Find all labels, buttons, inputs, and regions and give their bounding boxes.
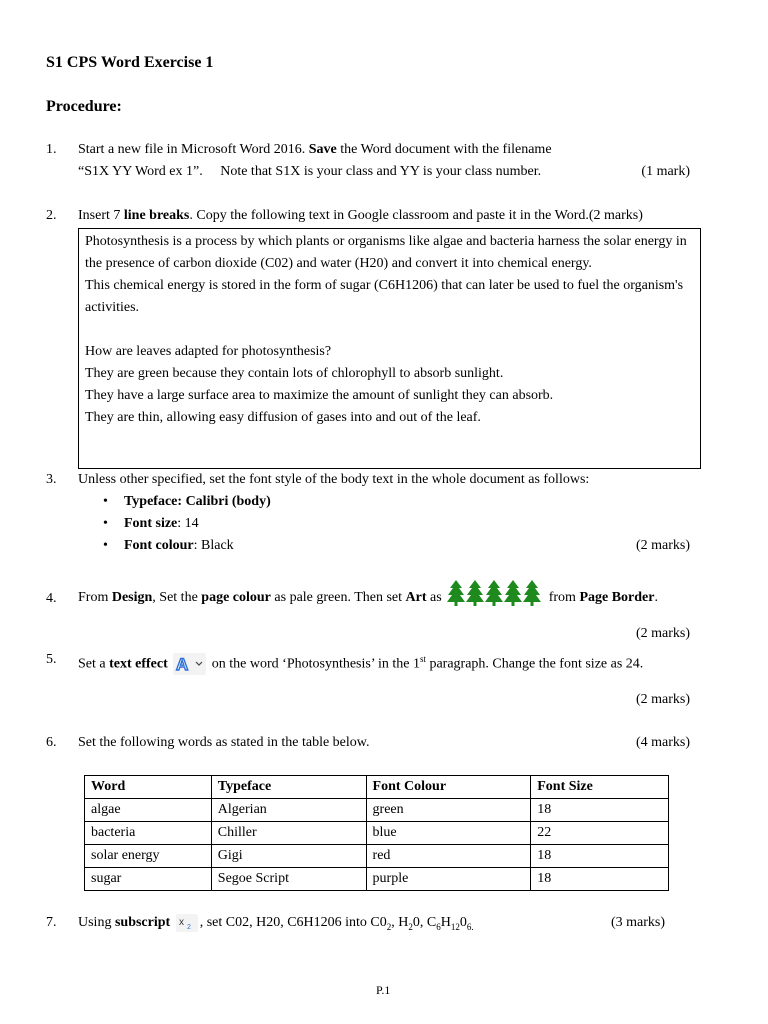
q5-c: on the word ‘Photosynthesis’ in the 1 bbox=[211, 656, 420, 672]
bullet: • bbox=[103, 516, 108, 531]
q2-text-bold: line breaks bbox=[123, 208, 190, 223]
q2-number: 2. bbox=[46, 208, 57, 223]
q1-line1 bbox=[78, 142, 552, 158]
bullet: • bbox=[103, 494, 108, 509]
table-cell: Algerian bbox=[211, 799, 366, 822]
tree-icon bbox=[523, 580, 541, 606]
box-line: They are thin, allowing easy diffusion of gases into and out of the leaf. bbox=[85, 410, 481, 425]
q4-g: as bbox=[430, 590, 442, 605]
svg-text:x: x bbox=[178, 916, 184, 928]
q4-h: from bbox=[548, 590, 576, 605]
table-cell: 18 bbox=[531, 845, 669, 868]
tree-icon bbox=[504, 580, 522, 606]
table-header-cell: Font Size bbox=[531, 776, 669, 799]
typeface-colon: : bbox=[177, 494, 186, 509]
q7-sub: 2 bbox=[408, 921, 413, 932]
table-header-cell: Typeface bbox=[211, 776, 366, 799]
q3-bullet-font-size bbox=[124, 516, 199, 532]
table-cell: green bbox=[366, 799, 531, 822]
subscript-icon bbox=[176, 914, 198, 932]
q7-number: 7. bbox=[46, 915, 57, 930]
q7-sub: 6 bbox=[436, 921, 441, 932]
q5-d: paragraph. Change the font size as 24. bbox=[429, 656, 644, 672]
document-title: S1 CPS Word Exercise 1 bbox=[46, 54, 214, 71]
font-size-value: : 14 bbox=[177, 516, 199, 531]
q6-text: Set the following words as stated in the table below. bbox=[78, 735, 370, 750]
q1-number: 1. bbox=[46, 142, 57, 157]
box-line: Photosynthesis is a process by which plants or organisms like algae and bacteria harness the solar energy in the presence of carbon dioxide (C02) and water (H20) and convert it into chemical energy. bbox=[85, 234, 687, 271]
q5-number: 5. bbox=[46, 652, 57, 667]
table-cell: purple bbox=[366, 868, 531, 891]
box-line-empty bbox=[85, 319, 694, 341]
q3-marks: (2 marks) bbox=[635, 538, 690, 553]
table-cell: Chiller bbox=[211, 822, 366, 845]
q7-f: H bbox=[440, 915, 451, 930]
q2-text-b: . Copy the following text in Google classroom and paste it in the Word.(2 marks) bbox=[189, 208, 643, 223]
tree-icon bbox=[485, 580, 503, 606]
q4-e: as pale green. Then set bbox=[274, 590, 403, 605]
q5-marks: (2 marks) bbox=[635, 692, 690, 707]
table-row bbox=[85, 845, 669, 868]
q4-d: page colour bbox=[201, 590, 271, 605]
q3-bullet-font-colour bbox=[124, 538, 234, 554]
q3-bullet-typeface bbox=[124, 494, 271, 510]
q5-sup: st bbox=[419, 654, 426, 664]
q4-marks: (2 marks) bbox=[635, 626, 690, 641]
q7-d: , H bbox=[391, 915, 409, 930]
q4-i: Page Border bbox=[579, 590, 655, 605]
table-cell: blue bbox=[366, 822, 531, 845]
q7-e: 0, C bbox=[412, 915, 437, 930]
q5-text bbox=[78, 646, 643, 678]
q7-marks: (3 marks) bbox=[610, 915, 665, 930]
q6-number: 6. bbox=[46, 735, 57, 750]
typeface-value: Calibri (body) bbox=[185, 494, 271, 509]
table-row bbox=[85, 799, 669, 822]
table-cell: 18 bbox=[531, 868, 669, 891]
q7-g: 0 bbox=[459, 915, 467, 930]
q4-a: From bbox=[78, 590, 109, 605]
page-number: P.1 bbox=[376, 983, 391, 997]
tree-border-art-icon bbox=[447, 579, 543, 607]
q7-sub: 2 bbox=[386, 921, 392, 932]
q4-c: , Set the bbox=[152, 590, 198, 605]
table-cell: 18 bbox=[531, 799, 669, 822]
font-size-label: Font size bbox=[124, 516, 178, 531]
tree-icon bbox=[466, 580, 484, 606]
table-cell: algae bbox=[85, 799, 212, 822]
q7-b: subscript bbox=[114, 915, 171, 930]
q4-j: . bbox=[654, 590, 658, 605]
q7-a: Using bbox=[78, 915, 112, 930]
q3-text: Unless other specified, set the font style of the body text in the whole document as follows: bbox=[78, 472, 590, 487]
q2-text-a: Insert 7 bbox=[78, 208, 121, 223]
q6-marks: (4 marks) bbox=[635, 735, 690, 750]
table-header-cell: Font Colour bbox=[366, 776, 531, 799]
q1-text-bold: Save bbox=[308, 142, 337, 157]
table-cell: Segoe Script bbox=[211, 868, 366, 891]
q4-b: Design bbox=[111, 590, 153, 605]
table-row bbox=[85, 822, 669, 845]
typeface-label: Typeface bbox=[124, 494, 178, 509]
q1-text-a: Start a new file in Microsoft Word 2016. bbox=[78, 142, 306, 157]
q1-text-b: the Word document with the filename bbox=[340, 142, 552, 157]
box-line: They have a large surface area to maximize the amount of sunlight they can absorb. bbox=[85, 388, 554, 403]
q7-sub: 12 bbox=[450, 921, 460, 932]
font-colour-label: Font colour bbox=[124, 538, 194, 553]
table-header-cell: Word bbox=[85, 776, 212, 799]
table-header-row bbox=[85, 776, 669, 799]
q2-instruction bbox=[78, 208, 643, 224]
table-row bbox=[85, 868, 669, 891]
q1-marks: (1 mark) bbox=[641, 164, 690, 179]
box-line: They are green because they contain lots of chlorophyll to absorb sunlight. bbox=[85, 366, 504, 381]
table-cell: 22 bbox=[531, 822, 669, 845]
q5-b: text effect bbox=[109, 656, 168, 672]
font-colour-value: : Black bbox=[193, 538, 234, 553]
procedure-heading: Procedure: bbox=[46, 98, 122, 115]
q7-text bbox=[78, 910, 474, 940]
table-cell: sugar bbox=[85, 868, 212, 891]
font-settings-table bbox=[84, 775, 669, 891]
q3-number: 3. bbox=[46, 472, 57, 487]
bullet: • bbox=[103, 538, 108, 553]
tree-icon bbox=[447, 580, 465, 606]
svg-text:A: A bbox=[176, 655, 189, 675]
table-cell: solar energy bbox=[85, 845, 212, 868]
q4-f: Art bbox=[405, 590, 427, 605]
table-cell: Gigi bbox=[211, 845, 366, 868]
box-line: How are leaves adapted for photosynthesis? bbox=[85, 344, 332, 359]
text-effect-icon bbox=[173, 653, 206, 675]
q7-c: , set C02, H20, C6H1206 into C0 bbox=[199, 915, 387, 930]
q4-text bbox=[78, 578, 658, 608]
copy-text-box bbox=[78, 228, 701, 469]
table-cell: bacteria bbox=[85, 822, 212, 845]
svg-text:2: 2 bbox=[186, 923, 191, 931]
q4-number: 4. bbox=[46, 591, 57, 606]
q7-sub: 6. bbox=[466, 921, 474, 932]
q5-a: Set a bbox=[78, 656, 106, 672]
table-cell: red bbox=[366, 845, 531, 868]
box-line: This chemical energy is stored in the form of sugar (C6H1206) that can later be used to fuel the organism's activities. bbox=[85, 278, 684, 315]
q1-line2: “S1X YY Word ex 1”. Note that S1X is your class and YY is your class number. bbox=[78, 164, 542, 179]
